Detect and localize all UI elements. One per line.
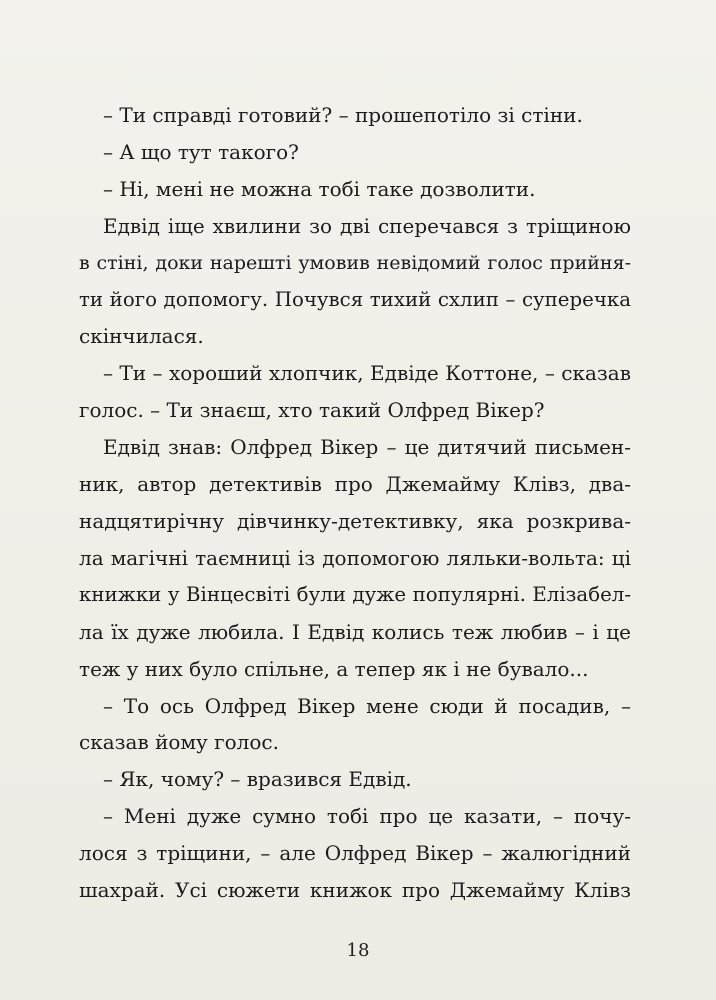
text-line: сказав йому голос.	[79, 730, 279, 755]
text-line: Едвід знав: Олфред Вікер – це дитячий письмен-	[103, 435, 631, 460]
text-line: – Ти – хороший хлопчик, Едвіде Коттоне, – сказав	[103, 361, 631, 386]
text-line: ла їх дуже любила. І Едвід колись теж любив – і це	[79, 619, 631, 644]
text-line: шахрай. Усі сюжети книжок про Джемайму Клівз	[79, 878, 631, 903]
text-line: скінчилася.	[79, 324, 204, 349]
text-line: в стіні, доки нарешті умовив невідомий голос прийня-	[79, 251, 631, 274]
text-line: книжки у Вінцесвіті були дуже популярні. Елізабел-	[79, 582, 631, 606]
text-line: – Ні, мені не можна тобі таке дозволити.	[103, 176, 536, 201]
text-line: лося з тріщини, – але Олфред Вікер – жалюгідний	[79, 841, 631, 866]
text-line: теж у них було спільне, а тепер як і не бувало...	[79, 656, 589, 681]
text-line: ти його допомогу. Почувся тихий схлип – суперечка	[79, 287, 631, 311]
page-number: 18	[346, 940, 370, 961]
text-line: – Як, чому? – вразився Едвід.	[103, 767, 412, 792]
text-line: ник, автор детективів про Джемайму Клівз, два-	[79, 472, 631, 497]
text-line: – То ось Олфред Вікер мене сюди й посадив, –	[103, 693, 631, 718]
text-line: ла магічні таємниці із допомогою ляльки-вольта: ці	[79, 545, 631, 570]
text-line: Едвід іще хвилини зо дві сперечався з тріщиною	[103, 213, 631, 238]
body-text	[79, 97, 631, 909]
text-line: – А що тут такого?	[103, 139, 299, 164]
text-line: голос. – Ти знаєш, хто такий Олфред Вікер?	[79, 398, 545, 423]
text-line: надцятирічну дівчинку-детективку, яка розкрива-	[79, 508, 631, 533]
text-line: – Мені дуже сумно тобі про це казати, – почу-	[103, 804, 631, 829]
text-line: – Ти справді готовий? – прошепотіло зі стіни.	[103, 103, 583, 127]
